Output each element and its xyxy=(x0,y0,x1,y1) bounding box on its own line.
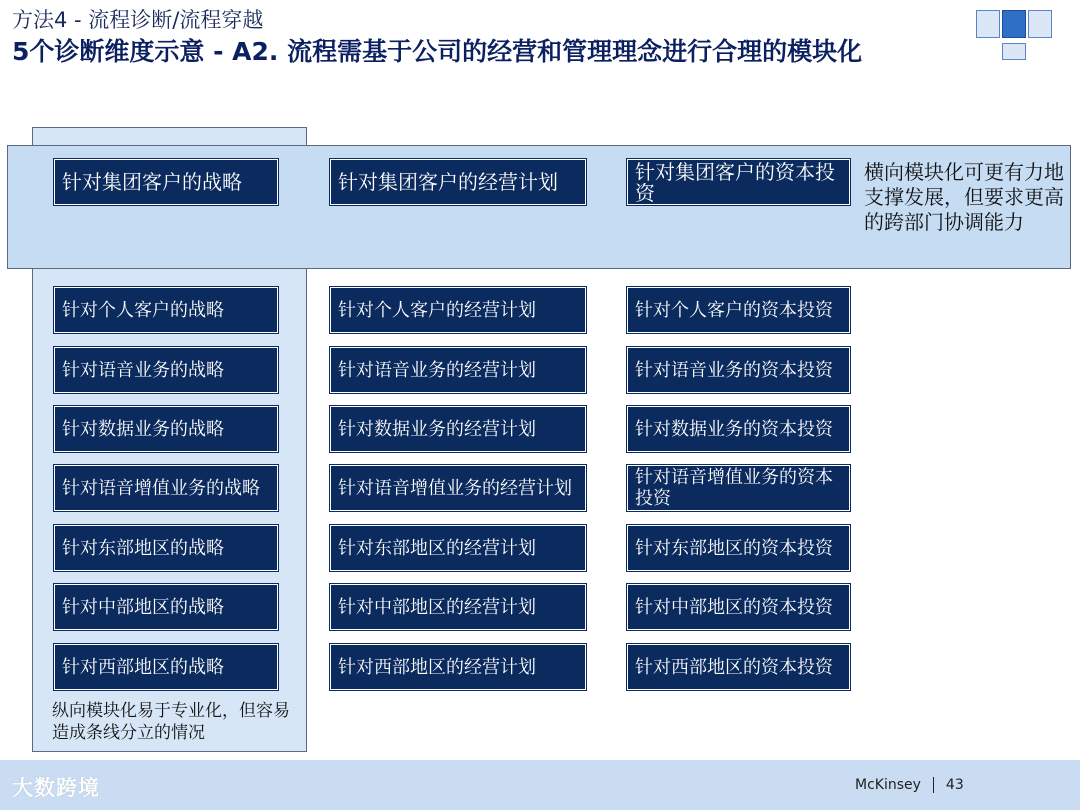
plan-box: 针对东部地区的经营计划 xyxy=(330,525,586,571)
invest-box: 针对语音业务的资本投资 xyxy=(627,347,850,393)
strategy-box: 针对中部地区的战略 xyxy=(54,584,278,630)
top-strategy-box: 针对集团客户的战略 xyxy=(54,159,278,205)
strategy-box: 针对个人客户的战略 xyxy=(54,287,278,333)
strategy-box: 针对东部地区的战略 xyxy=(54,525,278,571)
strategy-box: 针对语音业务的战略 xyxy=(54,347,278,393)
column-note: 纵向模块化易于专业化，但容易造成条线分立的情况 xyxy=(52,701,290,743)
company-name: McKinsey xyxy=(855,777,921,793)
brand-watermark: 大数跨境 xyxy=(12,776,100,800)
page-title: 5个诊断维度示意 - A2. 流程需基于公司的经营和管理理念进行合理的模块化 xyxy=(12,37,863,66)
invest-box: 针对东部地区的资本投资 xyxy=(627,525,850,571)
strategy-box: 针对西部地区的战略 xyxy=(54,644,278,690)
plan-box: 针对中部地区的经营计划 xyxy=(330,584,586,630)
top-plan-box: 针对集团客户的经营计划 xyxy=(330,159,586,205)
strategy-box: 针对数据业务的战略 xyxy=(54,406,278,452)
footer-info xyxy=(855,777,964,793)
plan-box: 针对语音增值业务的经营计划 xyxy=(330,465,586,511)
page-number: 43 xyxy=(945,777,964,793)
plan-box: 针对数据业务的经营计划 xyxy=(330,406,586,452)
invest-box: 针对数据业务的资本投资 xyxy=(627,406,850,452)
strategy-box: 针对语音增值业务的战略 xyxy=(54,465,278,511)
invest-box: 针对西部地区的资本投资 xyxy=(627,644,850,690)
plan-box: 针对个人客户的经营计划 xyxy=(330,287,586,333)
top-invest-box: 针对集团客户的资本投资 xyxy=(627,159,850,205)
invest-box: 针对中部地区的资本投资 xyxy=(627,584,850,630)
invest-box: 针对语音增值业务的资本投资 xyxy=(627,465,850,511)
invest-box: 针对个人客户的资本投资 xyxy=(627,287,850,333)
plan-box: 针对语音业务的经营计划 xyxy=(330,347,586,393)
page-subtitle: 方法4 - 流程诊断/流程穿越 xyxy=(12,8,264,32)
footer-divider xyxy=(933,777,934,793)
plan-box: 针对西部地区的经营计划 xyxy=(330,644,586,690)
row-note: 横向模块化可更有力地支撑发展，但要求更高的跨部门协调能力 xyxy=(864,160,1064,234)
logo-icon xyxy=(976,10,1052,62)
